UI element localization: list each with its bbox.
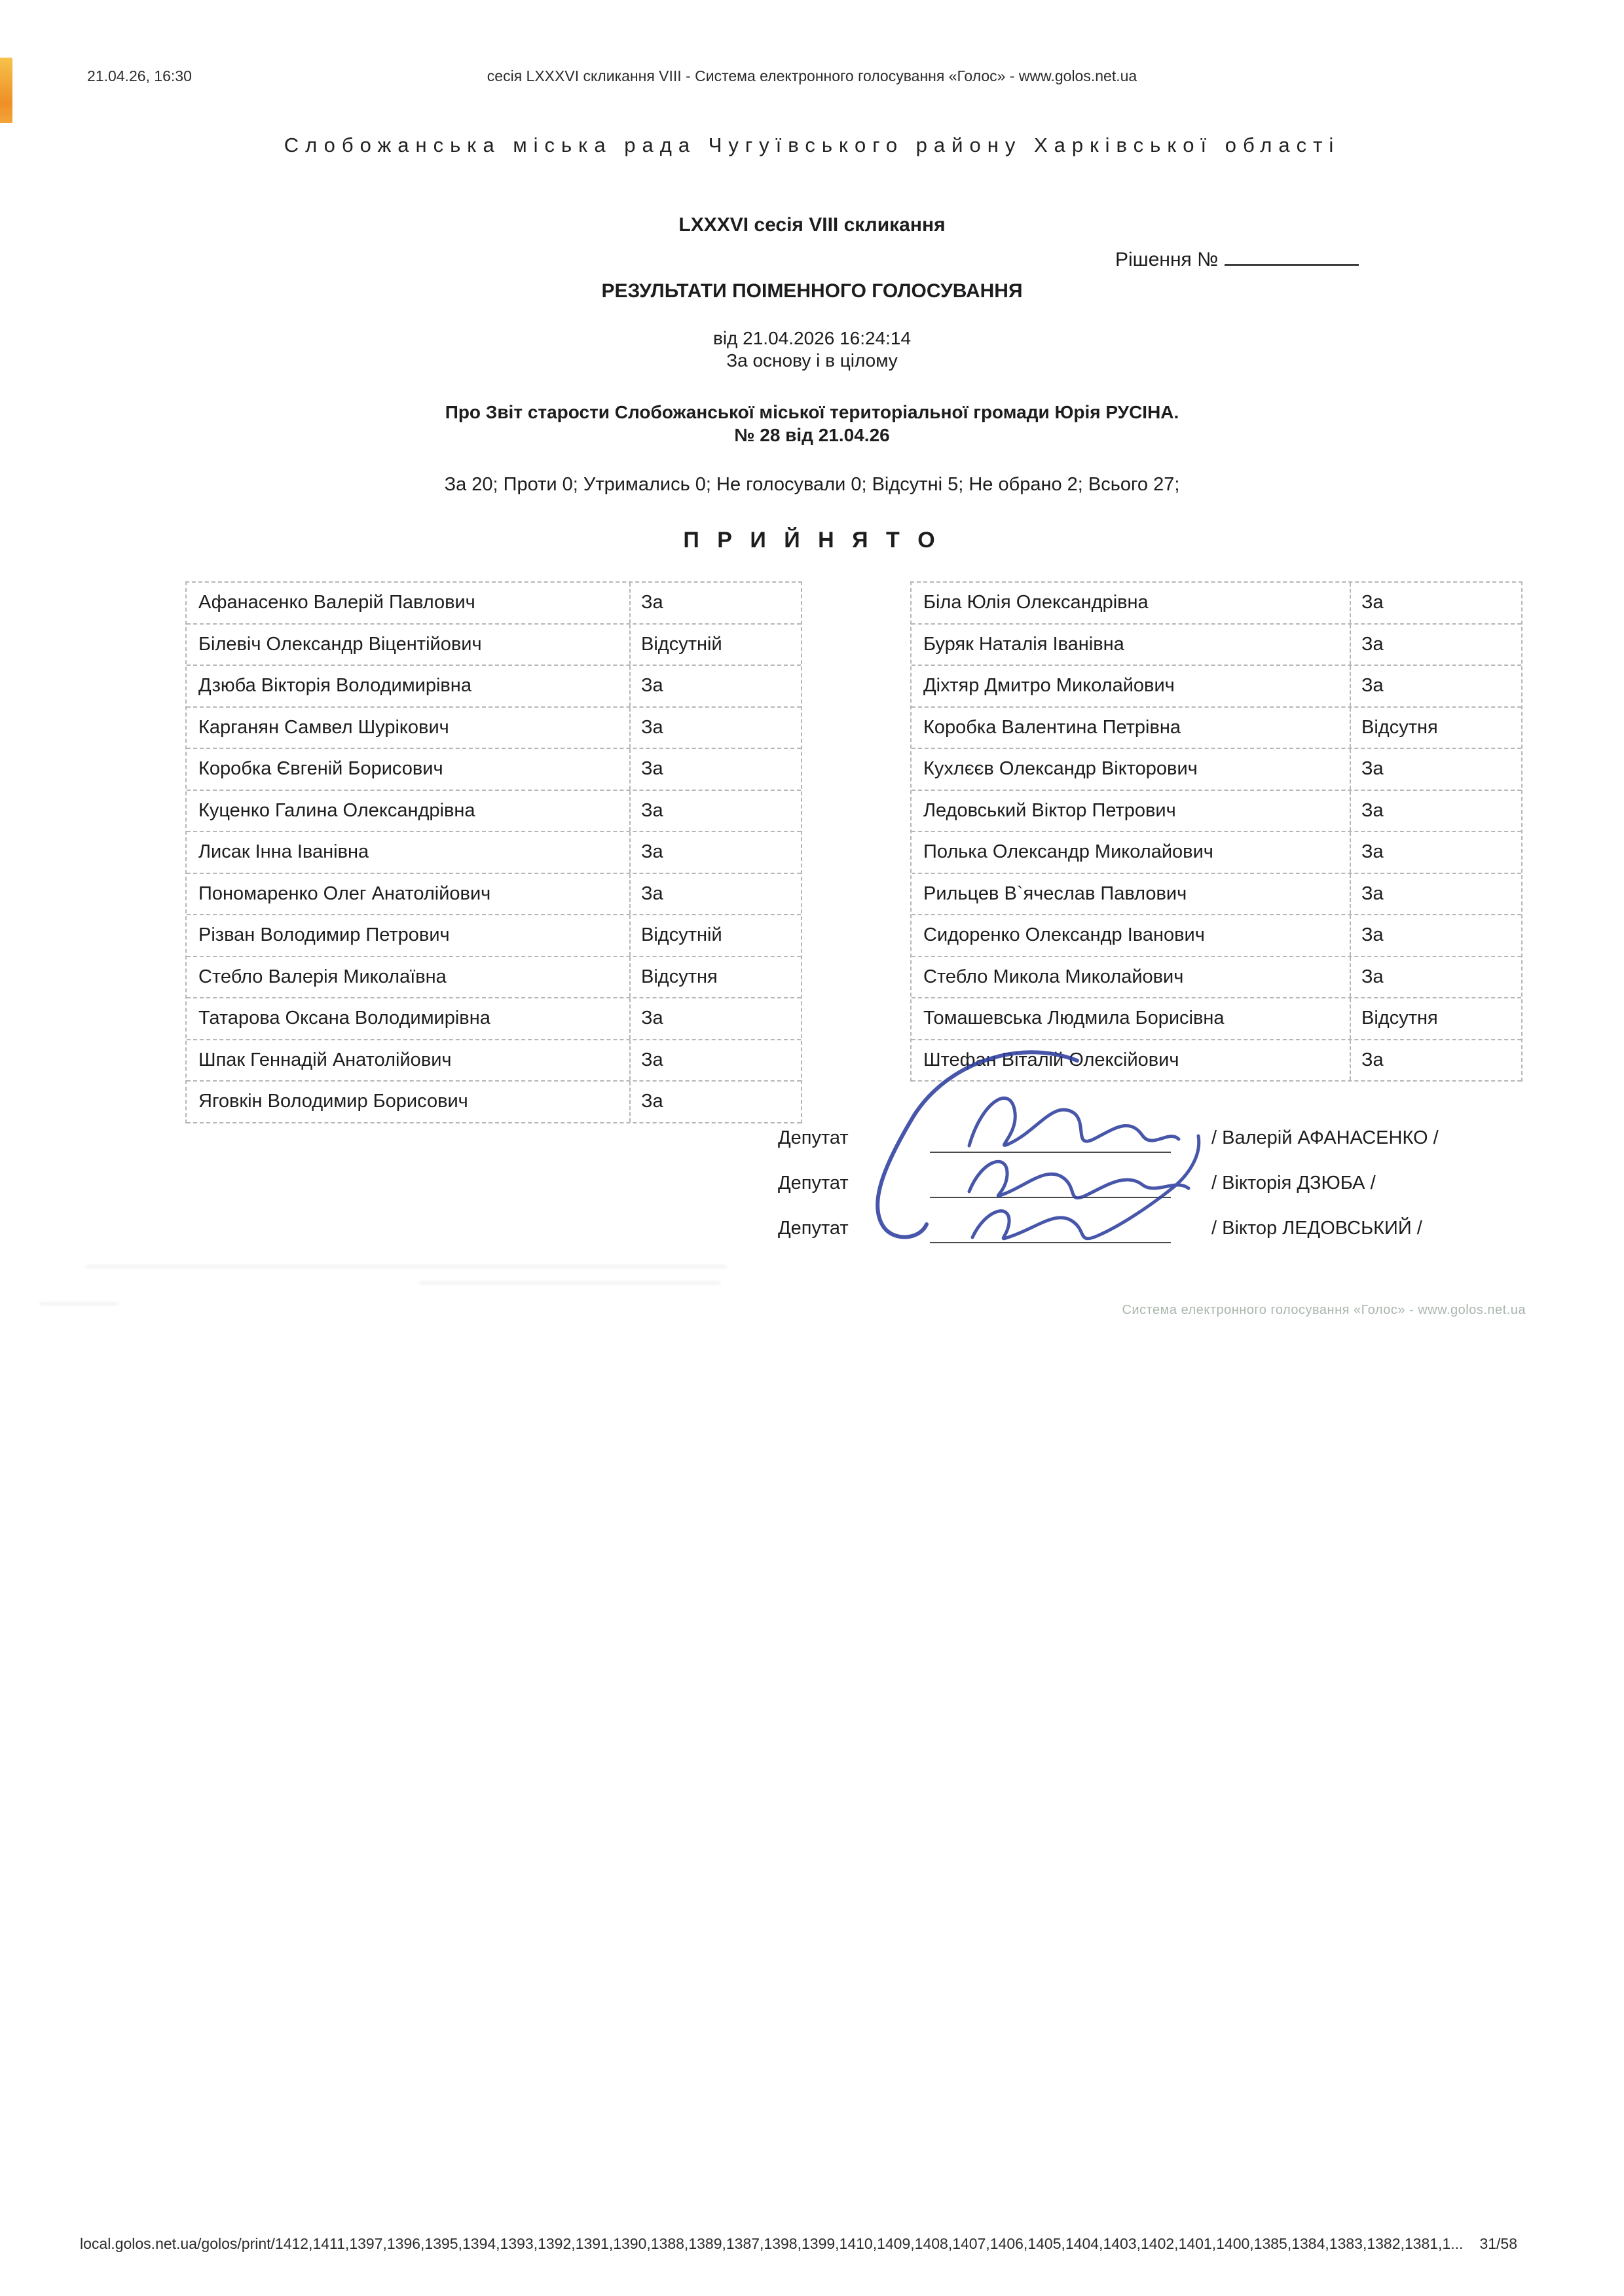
- print-header-datetime: 21.04.26, 16:30: [87, 67, 192, 84]
- deputy-name: Яговкін Володимир Борисович: [187, 1082, 631, 1122]
- deputy-name: Сидоренко Олександр Іванович: [912, 915, 1351, 956]
- vote-row: [187, 791, 801, 833]
- system-watermark: Система електронного голосування «Голос» - www.golos.net.ua: [1122, 1303, 1526, 1317]
- vote-value: За: [1361, 1049, 1384, 1070]
- signature-name: / Валерій АФАНАСЕНКО /: [1211, 1127, 1439, 1148]
- vote-row: [912, 708, 1521, 750]
- signature-role-label: Депутат: [778, 1218, 849, 1239]
- deputy-name: Коробка Валентина Петрівна: [912, 708, 1351, 748]
- deputy-name: Біла Юлія Олександрівна: [912, 583, 1351, 623]
- signature-line: [930, 1108, 1171, 1153]
- deputy-name: Різван Володимир Петрович: [187, 915, 631, 956]
- vote-value: За: [1361, 841, 1384, 863]
- vote-value: За: [641, 841, 663, 863]
- decision-blank-line: [1225, 244, 1359, 266]
- subject-line-2: № 28 від 21.04.26: [734, 425, 890, 445]
- deputy-name: Дзюба Вікторія Володимирівна: [187, 666, 631, 706]
- deputy-name: Куценко Галина Олександрівна: [187, 791, 631, 831]
- vote-table-left: [185, 581, 802, 1123]
- signature-line: [930, 1153, 1171, 1198]
- vote-row: [912, 957, 1521, 999]
- vote-row: [187, 874, 801, 916]
- decision-label: Рішення №: [1115, 249, 1219, 270]
- deputy-name: Буряк Наталія Іванівна: [912, 625, 1351, 665]
- vote-row: [912, 666, 1521, 708]
- decision-number-line: [1115, 244, 1359, 271]
- deputy-name: Кухлєєв Олександр Вікторович: [912, 749, 1351, 790]
- deputy-name: Коробка Євгеній Борисович: [187, 749, 631, 790]
- vote-value: За: [641, 758, 663, 780]
- vote-value: За: [641, 675, 663, 697]
- vote-row: [912, 625, 1521, 666]
- vote-row: [187, 998, 801, 1040]
- signature-block: [778, 1108, 1439, 1243]
- print-footer-page: 31/58: [1479, 2235, 1517, 2252]
- deputy-name: Стебло Валерія Миколаївна: [187, 957, 631, 998]
- signature-name: / Віктор ЛЕДОВСЬКИЙ /: [1211, 1218, 1422, 1239]
- vote-row: [187, 749, 801, 791]
- vote-value: За: [1361, 799, 1384, 821]
- vote-row: [912, 874, 1521, 916]
- vote-subject: [0, 401, 1624, 446]
- signature-row: [778, 1108, 1439, 1153]
- signature-line: [930, 1198, 1171, 1243]
- vote-row: [912, 791, 1521, 833]
- signature-row: [778, 1198, 1439, 1243]
- signature-role-label: Депутат: [778, 1173, 849, 1194]
- deputy-name: Татарова Оксана Володимирівна: [187, 998, 631, 1039]
- scan-artifact: [85, 1266, 727, 1267]
- vote-value: Відсутня: [1361, 716, 1438, 738]
- vote-value: За: [641, 1091, 663, 1112]
- vote-table-right: [910, 581, 1522, 1082]
- vote-value: За: [641, 799, 663, 821]
- signature-row: [778, 1153, 1439, 1198]
- vote-row: [912, 583, 1521, 625]
- vote-value: Відсутня: [641, 966, 718, 987]
- signature-role-label: Депутат: [778, 1127, 849, 1148]
- deputy-name: Полька Олександр Миколайович: [912, 832, 1351, 873]
- deputy-name: Пономаренко Олег Анатолійович: [187, 874, 631, 915]
- vote-value: За: [641, 1008, 663, 1029]
- session-line: LXXXVI сесія VIII скликання: [678, 214, 946, 236]
- vote-value: За: [641, 592, 663, 613]
- print-header-title: сесія LXXXVI скликання VIII - Система електронного голосування «Голос» - www.golos.net.ua: [487, 67, 1137, 84]
- vote-row: [912, 915, 1521, 957]
- subject-line-1: Про Звіт старости Слобожанської міської територіальної громади Юрія РУСІНА.: [445, 402, 1179, 422]
- deputy-name: Лисак Інна Іванівна: [187, 832, 631, 873]
- vote-value: За: [1361, 924, 1384, 946]
- vote-row: [912, 832, 1521, 874]
- vote-value: Відсутній: [641, 633, 722, 655]
- deputy-name: Стебло Микола Миколайович: [912, 957, 1351, 998]
- vote-row: [912, 1040, 1521, 1082]
- vote-meta: [0, 327, 1624, 372]
- vote-value: За: [1361, 592, 1384, 613]
- deputy-name: Томашевська Людмила Борисівна: [912, 998, 1351, 1039]
- deputy-name: Діхтяр Дмитро Миколайович: [912, 666, 1351, 706]
- scan-artifact: [419, 1282, 720, 1284]
- vote-row: [187, 708, 801, 750]
- vote-row: [912, 998, 1521, 1040]
- vote-row: [187, 832, 801, 874]
- deputy-name: Штефан Віталій Олексійович: [912, 1040, 1351, 1081]
- vote-row: [187, 1040, 801, 1082]
- vote-row: [912, 749, 1521, 791]
- vote-value: Відсутня: [1361, 1008, 1438, 1029]
- results-title: РЕЗУЛЬТАТИ ПОІМЕННОГО ГОЛОСУВАННЯ: [601, 280, 1023, 302]
- vote-row: [187, 1082, 801, 1123]
- deputy-name: Ледовський Віктор Петрович: [912, 791, 1351, 831]
- vote-value: За: [1361, 883, 1384, 904]
- print-footer-url: local.golos.net.ua/golos/print/1412,1411,1397,1396,1395,1394,1393,1392,1391,1390,1388,1389,1387,1398,1399,1410,1409,1408,1407,1406,1405,1404,1403,1402,1401,1400,1385,1384,1383,1382,1381,1...: [80, 2235, 1464, 2252]
- vote-value: За: [1361, 633, 1384, 655]
- vote-row: [187, 625, 801, 666]
- deputy-name: Карганян Самвел Шурікович: [187, 708, 631, 748]
- vote-basis: За основу і в цілому: [726, 350, 898, 371]
- vote-row: [187, 666, 801, 708]
- vote-row: [187, 957, 801, 999]
- vote-value: За: [1361, 966, 1384, 987]
- vote-totals: За 20; Проти 0; Утримались 0; Не голосували 0; Відсутні 5; Не обрано 2; Всього 27;: [444, 474, 1180, 495]
- vote-value: Відсутній: [641, 924, 722, 946]
- deputy-name: Білевіч Олександр Віцентійович: [187, 625, 631, 665]
- vote-datetime: від 21.04.2026 16:24:14: [712, 328, 912, 348]
- vote-row: [187, 583, 801, 625]
- vote-value: За: [641, 1049, 663, 1070]
- vote-value: За: [641, 716, 663, 738]
- deputy-name: Афанасенко Валерій Павлович: [187, 583, 631, 623]
- scan-artifact: [39, 1303, 118, 1305]
- deputy-name: Рильцев В`ячеслав Павлович: [912, 874, 1351, 915]
- vote-row: [187, 915, 801, 957]
- deputy-name: Шпак Геннадій Анатолійович: [187, 1040, 631, 1081]
- result-status: П Р И Й Н Я Т О: [683, 528, 941, 553]
- vote-value: За: [1361, 758, 1384, 780]
- signature-name: / Вікторія ДЗЮБА /: [1211, 1173, 1376, 1194]
- vote-value: За: [1361, 675, 1384, 697]
- vote-value: За: [641, 883, 663, 904]
- org-title: Слобожанська міська рада Чугуївського району Харківської області: [284, 134, 1340, 156]
